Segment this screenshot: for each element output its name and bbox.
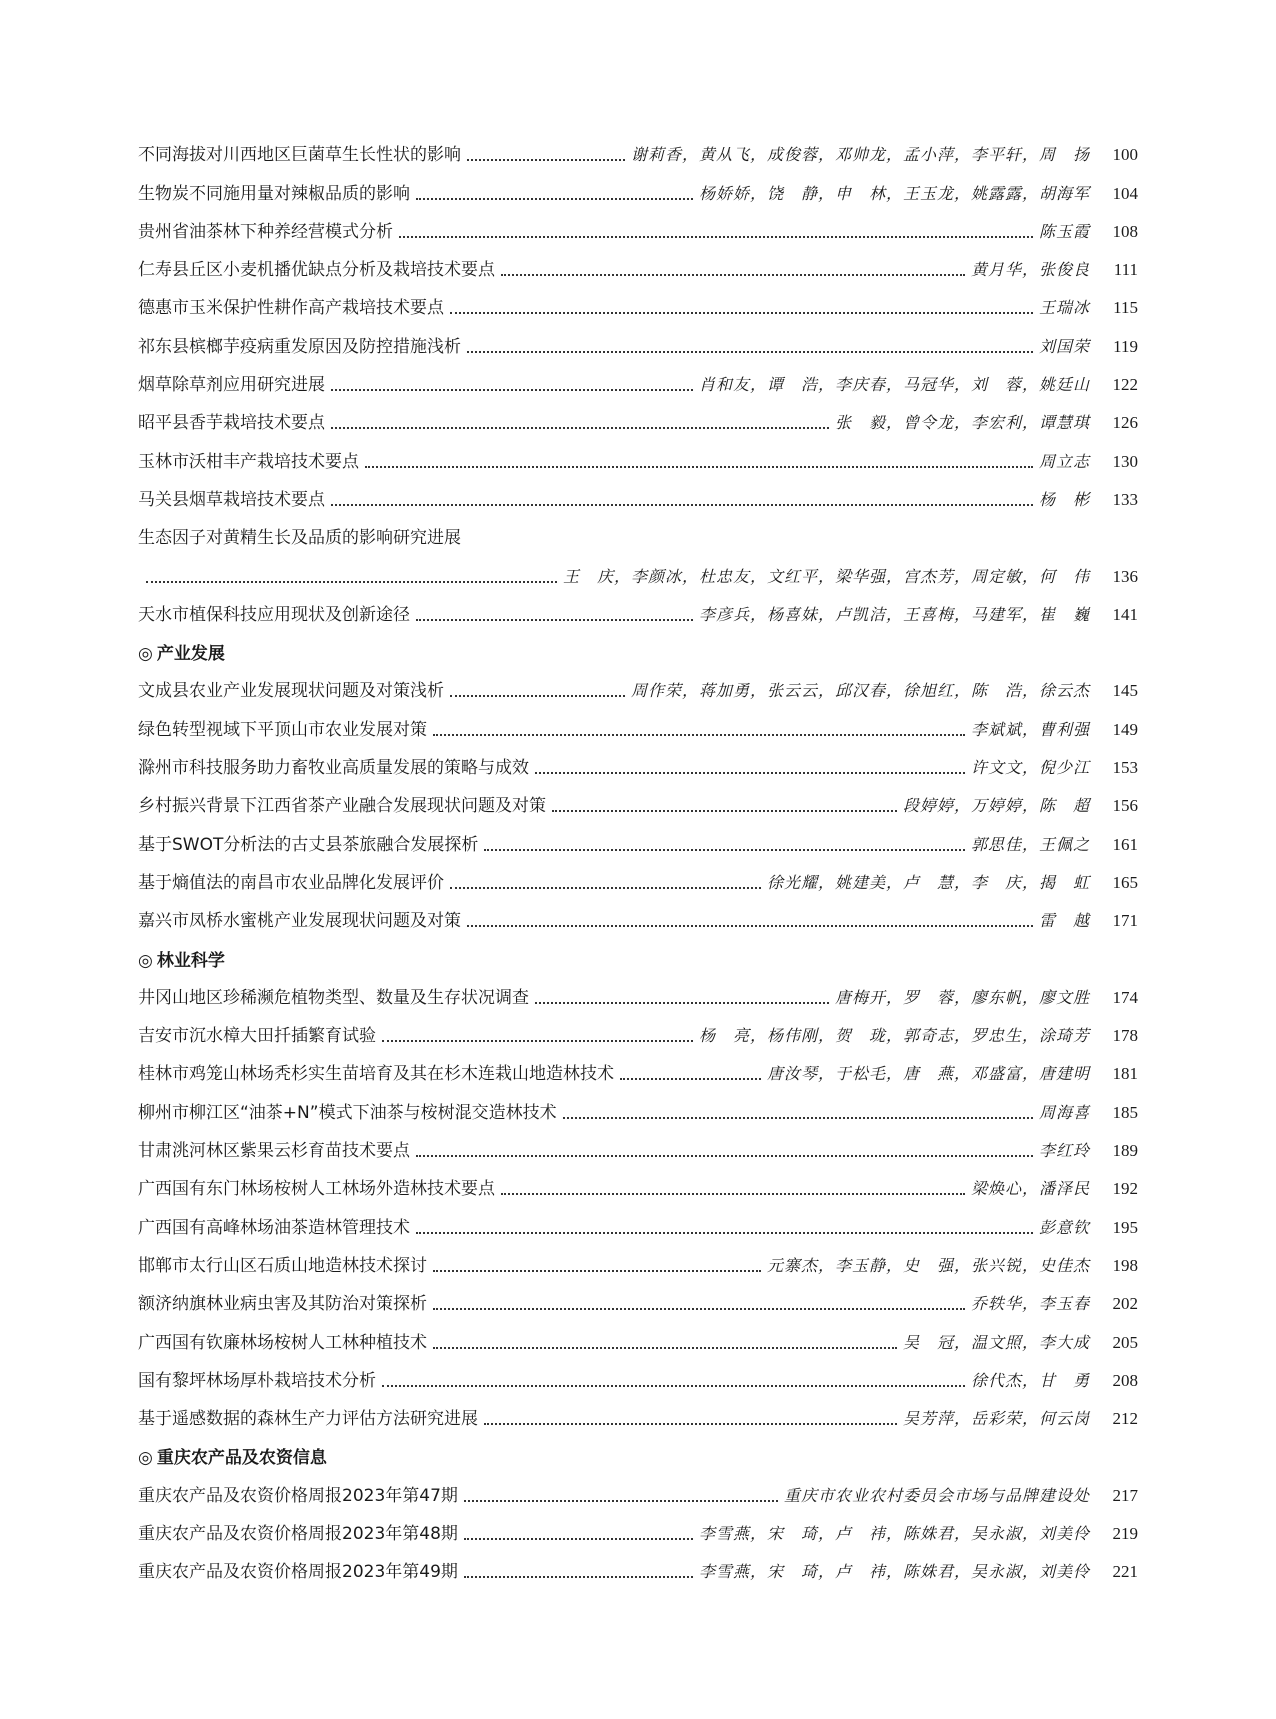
toc-entry-page: 156 bbox=[1112, 796, 1138, 816]
table-of-contents bbox=[138, 128, 1138, 1583]
toc-entry-page: 122 bbox=[1112, 375, 1138, 395]
section-heading-industry bbox=[138, 626, 1138, 664]
toc-entry-title: 邯郸市太行山区石质山地造林技术探讨 bbox=[138, 1255, 427, 1276]
toc-entry-authors: 许文文，倪少江 bbox=[970, 758, 1090, 778]
dot-leader bbox=[467, 925, 1033, 927]
toc-entry-page: 149 bbox=[1112, 719, 1138, 739]
toc-entry-authors: 李彦兵，杨喜妹，卢凯洁，王喜梅，马建军，崔 巍 bbox=[698, 604, 1090, 624]
toc-entry-authors: 彭意钦 bbox=[1038, 1217, 1090, 1237]
toc-entry bbox=[138, 664, 1138, 702]
toc-entry-authors: 谢莉香，黄从飞，成俊蓉，邓帅龙，孟小萍，李平轩，周 扬 bbox=[630, 145, 1090, 165]
toc-entry-title: 文成县农业产业发展现状问题及对策浅析 bbox=[138, 681, 444, 702]
toc-entry-title: 重庆农产品及农资价格周报2023年第48期 bbox=[138, 1523, 458, 1544]
dot-leader bbox=[433, 1308, 965, 1310]
toc-entry-page: 130 bbox=[1112, 451, 1138, 471]
toc-group-plant-cont bbox=[138, 588, 1138, 626]
toc-entry bbox=[138, 741, 1138, 779]
toc-entry-page: 208 bbox=[1112, 1370, 1138, 1390]
toc-entry-title: 嘉兴市凤桥水蜜桃产业发展现状问题及对策 bbox=[138, 911, 461, 932]
toc-entry-title: 广西国有钦廉林场桉树人工林种植技术 bbox=[138, 1332, 427, 1353]
toc-entry bbox=[138, 1047, 1138, 1085]
toc-entry bbox=[138, 702, 1138, 740]
toc-entry-authors: 李雪燕，宋 琦，卢 祎，陈姝君，吴永淑，刘美伶 bbox=[698, 1523, 1090, 1543]
toc-entry bbox=[138, 779, 1138, 817]
toc-entry-authors: 李红玲 bbox=[1038, 1141, 1090, 1161]
toc-entry-authors: 王瑞冰 bbox=[1038, 298, 1090, 318]
toc-entry-authors: 徐代杰，甘 勇 bbox=[970, 1370, 1090, 1390]
toc-entry-authors: 杨娇娇，饶 静，申 林，王玉龙，姚露露，胡海军 bbox=[698, 183, 1090, 203]
section-heading-forestry bbox=[138, 932, 1138, 970]
toc-entry-page: 145 bbox=[1112, 681, 1138, 701]
toc-entry-authors: 张 毅，曾令龙，李宏利，谭慧琪 bbox=[834, 413, 1090, 433]
toc-entry-authors: 梁焕心，潘泽民 bbox=[970, 1179, 1090, 1199]
toc-entry-page: 133 bbox=[1112, 489, 1138, 509]
dot-leader bbox=[416, 1155, 1033, 1157]
dot-leader bbox=[467, 351, 1033, 353]
dot-leader bbox=[484, 849, 965, 851]
toc-entry-title-line bbox=[138, 511, 1138, 549]
toc-entry-continuation-line bbox=[138, 549, 1138, 587]
toc-entry-authors: 杨 亮，杨伟刚，贺 珑，郭奇志，罗忠生，涂琦芳 bbox=[698, 1026, 1090, 1046]
toc-entry-page: 217 bbox=[1112, 1485, 1138, 1505]
dot-leader bbox=[382, 1385, 965, 1387]
toc-entry bbox=[138, 817, 1138, 855]
toc-entry-page: 104 bbox=[1112, 183, 1138, 203]
toc-entry-page: 115 bbox=[1113, 298, 1138, 318]
toc-entry bbox=[138, 166, 1138, 204]
dot-leader bbox=[416, 619, 693, 621]
toc-entry-title: 生物炭不同施用量对辣椒品质的影响 bbox=[138, 183, 410, 204]
toc-entry bbox=[138, 358, 1138, 396]
toc-entry-page: 100 bbox=[1112, 145, 1138, 165]
toc-entry-title: 天水市植保科技应用现状及创新途径 bbox=[138, 604, 410, 625]
toc-entry-title: 吉安市沉水樟大田扦插繁育试验 bbox=[138, 1026, 376, 1047]
dot-leader bbox=[552, 810, 897, 812]
toc-entry bbox=[138, 243, 1138, 281]
toc-group-industry bbox=[138, 664, 1138, 932]
toc-entry-title: 乡村振兴背景下江西省茶产业融合发展现状问题及对策 bbox=[138, 796, 546, 817]
toc-entry-title: 重庆农产品及农资价格周报2023年第49期 bbox=[138, 1562, 458, 1583]
toc-entry-title: 桂林市鸡笼山林场秃杉实生苗培育及其在杉木连栽山地造林技术 bbox=[138, 1064, 614, 1085]
toc-entry-authors: 李雪燕，宋 琦，卢 祎，陈姝君，吴永淑，刘美伶 bbox=[698, 1562, 1090, 1582]
toc-entry bbox=[138, 1315, 1138, 1353]
dot-leader bbox=[365, 466, 1033, 468]
toc-entry-title: 烟草除草剂应用研究进展 bbox=[138, 375, 325, 396]
toc-entry bbox=[138, 281, 1138, 319]
toc-entry-title: 国有黎坪林场厚朴栽培技术分析 bbox=[138, 1370, 376, 1391]
toc-entry-page: 165 bbox=[1112, 872, 1138, 892]
toc-entry-page: 119 bbox=[1113, 336, 1138, 356]
dot-leader bbox=[501, 1193, 965, 1195]
dot-leader bbox=[484, 1423, 897, 1425]
toc-entry-authors: 段婷婷，万婷婷，陈 超 bbox=[902, 796, 1090, 816]
dot-leader bbox=[331, 389, 693, 391]
toc-entry-authors: 黄月华，张俊良 bbox=[970, 260, 1090, 280]
toc-entry-page: 153 bbox=[1112, 758, 1138, 778]
dot-leader bbox=[450, 695, 625, 697]
section-marker-icon: ◎ bbox=[138, 644, 153, 665]
toc-entry bbox=[138, 396, 1138, 434]
toc-entry-title: 不同海拔对川西地区巨菌草生长性状的影响 bbox=[138, 145, 461, 166]
toc-entry-title: 井冈山地区珍稀濒危植物类型、数量及生存状况调查 bbox=[138, 987, 529, 1008]
toc-entry-authors: 肖和友，谭 浩，李庆春，马冠华，刘 蓉，姚廷山 bbox=[698, 375, 1090, 395]
toc-entry-page: 126 bbox=[1112, 413, 1138, 433]
toc-entry-authors: 元寨杰，李玉静，史 强，张兴锐，史佳杰 bbox=[766, 1255, 1090, 1275]
toc-entry bbox=[138, 1354, 1138, 1392]
toc-entry-authors: 郭思佳，王佩之 bbox=[970, 834, 1090, 854]
toc-entry bbox=[138, 1162, 1138, 1200]
toc-entry-title: 甘肃洮河林区紫果云杉育苗技术要点 bbox=[138, 1141, 410, 1162]
toc-entry-page: 161 bbox=[1112, 834, 1138, 854]
toc-entry-title: 基于熵值法的南昌市农业品牌化发展评价 bbox=[138, 872, 444, 893]
toc-entry-title: 广西国有高峰林场油茶造林管理技术 bbox=[138, 1217, 410, 1238]
toc-entry-page: 192 bbox=[1112, 1179, 1138, 1199]
dot-leader bbox=[146, 581, 557, 583]
dot-leader bbox=[399, 236, 1033, 238]
toc-entry-title: 额济纳旗林业病虫害及其防治对策探析 bbox=[138, 1294, 427, 1315]
toc-entry-authors: 周立志 bbox=[1038, 451, 1090, 471]
toc-entry-title: 昭平县香芋栽培技术要点 bbox=[138, 413, 325, 434]
dot-leader bbox=[433, 1347, 897, 1349]
section-heading-text: 林业科学 bbox=[156, 950, 225, 971]
toc-entry-authors: 刘国荣 bbox=[1038, 336, 1090, 356]
dot-leader bbox=[563, 1117, 1033, 1119]
toc-entry bbox=[138, 1277, 1138, 1315]
toc-entry-page: 178 bbox=[1112, 1026, 1138, 1046]
dot-leader bbox=[450, 312, 1033, 314]
dot-leader bbox=[433, 1270, 761, 1272]
toc-entry bbox=[138, 1545, 1138, 1583]
toc-entry-title: 玉林市沃柑丰产栽培技术要点 bbox=[138, 451, 359, 472]
toc-entry-page: 198 bbox=[1112, 1255, 1138, 1275]
toc-entry-authors: 陈玉霞 bbox=[1038, 221, 1090, 241]
toc-entry-title: 柳州市柳江区“油茶+N”模式下油茶与桉树混交造林技术 bbox=[138, 1102, 557, 1123]
section-marker-icon: ◎ bbox=[138, 950, 153, 971]
toc-entry-page: 136 bbox=[1112, 566, 1138, 586]
toc-entry bbox=[138, 894, 1138, 932]
dot-leader bbox=[535, 772, 965, 774]
toc-entry-title: 绿色转型视域下平顶山市农业发展对策 bbox=[138, 719, 427, 740]
toc-entry-authors: 周作荣，蒋加勇，张云云，邱汉春，徐旭红，陈 浩，徐云杰 bbox=[630, 681, 1090, 701]
toc-entry bbox=[138, 434, 1138, 472]
toc-entry-page: 221 bbox=[1112, 1562, 1138, 1582]
toc-entry-authors: 杨 彬 bbox=[1038, 489, 1090, 509]
dot-leader bbox=[464, 1500, 778, 1502]
toc-entry-page: 108 bbox=[1112, 221, 1138, 241]
toc-entry-page: 171 bbox=[1112, 911, 1138, 931]
toc-entry-authors: 李斌斌，曹利强 bbox=[970, 719, 1090, 739]
dot-leader bbox=[467, 159, 625, 161]
toc-entry-authors: 王 庆，李颜冰，杜忠友，文红平，梁华强，宫杰芳，周定敏，何 伟 bbox=[562, 566, 1090, 586]
toc-entry-authors: 乔轶华，李玉春 bbox=[970, 1294, 1090, 1314]
toc-entry-title: 马关县烟草栽培技术要点 bbox=[138, 489, 325, 510]
toc-entry bbox=[138, 1200, 1138, 1238]
dot-leader bbox=[382, 1040, 693, 1042]
toc-entry-page: 189 bbox=[1112, 1141, 1138, 1161]
toc-entry-authors: 吴 冠，温文照，李大成 bbox=[902, 1332, 1090, 1352]
toc-group-plant bbox=[138, 128, 1138, 511]
toc-group-forestry bbox=[138, 971, 1138, 1431]
toc-entry bbox=[138, 1239, 1138, 1277]
toc-entry bbox=[138, 1468, 1138, 1506]
toc-entry bbox=[138, 1124, 1138, 1162]
toc-entry-authors: 唐汝琴，于松毛，唐 燕，邓盛富，唐建明 bbox=[766, 1064, 1090, 1084]
toc-entry bbox=[138, 856, 1138, 894]
dot-leader bbox=[450, 887, 761, 889]
toc-entry-title: 贵州省油茶林下种养经营模式分析 bbox=[138, 221, 393, 242]
toc-entry-page: 219 bbox=[1112, 1523, 1138, 1543]
section-heading-text: 产业发展 bbox=[156, 644, 225, 665]
toc-entry-authors: 唐梅开，罗 蓉，廖东帆，廖文胜 bbox=[834, 987, 1090, 1007]
toc-entry bbox=[138, 128, 1138, 166]
toc-entry-page: 185 bbox=[1112, 1102, 1138, 1122]
toc-entry-authors: 吴芳萍，岳彩荣，何云岗 bbox=[902, 1409, 1090, 1429]
toc-entry bbox=[138, 971, 1138, 1009]
toc-entry-authors: 徐光耀，姚建美，卢 慧，李 庆，揭 虹 bbox=[766, 872, 1090, 892]
section-heading-chongqing bbox=[138, 1430, 1138, 1468]
toc-entry bbox=[138, 588, 1138, 626]
toc-entry-title: 滁州市科技服务助力畜牧业高质量发展的策略与成效 bbox=[138, 758, 529, 779]
toc-entry bbox=[138, 1507, 1138, 1545]
toc-entry-title: 基于遥感数据的森林生产力评估方法研究进展 bbox=[138, 1409, 478, 1430]
dot-leader bbox=[331, 427, 829, 429]
toc-group-chongqing bbox=[138, 1468, 1138, 1583]
dot-leader bbox=[416, 198, 693, 200]
toc-entry bbox=[138, 473, 1138, 511]
toc-entry-authors: 周海喜 bbox=[1038, 1102, 1090, 1122]
toc-entry-page: 181 bbox=[1112, 1064, 1138, 1084]
section-marker-icon: ◎ bbox=[138, 1448, 153, 1469]
toc-entry-page: 141 bbox=[1112, 604, 1138, 624]
section-heading-text: 重庆农产品及农资信息 bbox=[156, 1448, 327, 1469]
dot-leader bbox=[620, 1078, 761, 1080]
toc-entry-title: 重庆农产品及农资价格周报2023年第47期 bbox=[138, 1485, 458, 1506]
toc-entry-page: 212 bbox=[1112, 1409, 1138, 1429]
toc-entry-page: 202 bbox=[1112, 1294, 1138, 1314]
toc-entry-authors: 雷 越 bbox=[1038, 911, 1090, 931]
dot-leader bbox=[501, 274, 965, 276]
toc-entry bbox=[138, 1392, 1138, 1430]
dot-leader bbox=[464, 1538, 693, 1540]
toc-entry-title: 仁寿县丘区小麦机播优缺点分析及栽培技术要点 bbox=[138, 260, 495, 281]
toc-entry bbox=[138, 205, 1138, 243]
dot-leader bbox=[464, 1576, 693, 1578]
toc-entry-title: 广西国有东门林场桉树人工林场外造林技术要点 bbox=[138, 1179, 495, 1200]
toc-entry-title: 生态因子对黄精生长及品质的影响研究进展 bbox=[138, 528, 461, 549]
dot-leader bbox=[416, 1232, 1033, 1234]
dot-leader bbox=[535, 1002, 829, 1004]
toc-entry bbox=[138, 1085, 1138, 1123]
dot-leader bbox=[331, 504, 1033, 506]
toc-entry-title: 德惠市玉米保护性耕作高产栽培技术要点 bbox=[138, 298, 444, 319]
toc-entry-page: 205 bbox=[1112, 1332, 1138, 1352]
toc-entry-title: 祁东县槟榔芋疫病重发原因及防控措施浅析 bbox=[138, 336, 461, 357]
toc-entry-page: 174 bbox=[1112, 987, 1138, 1007]
toc-entry bbox=[138, 319, 1138, 357]
toc-entry bbox=[138, 1009, 1138, 1047]
toc-entry-title: 基于SWOT分析法的古丈县茶旅融合发展探析 bbox=[138, 834, 479, 855]
toc-entry-authors: 重庆市农业农村委员会市场与品牌建设处 bbox=[783, 1485, 1090, 1505]
toc-entry-page: 111 bbox=[1113, 260, 1138, 280]
dot-leader bbox=[433, 734, 965, 736]
toc-entry-page: 195 bbox=[1112, 1217, 1138, 1237]
